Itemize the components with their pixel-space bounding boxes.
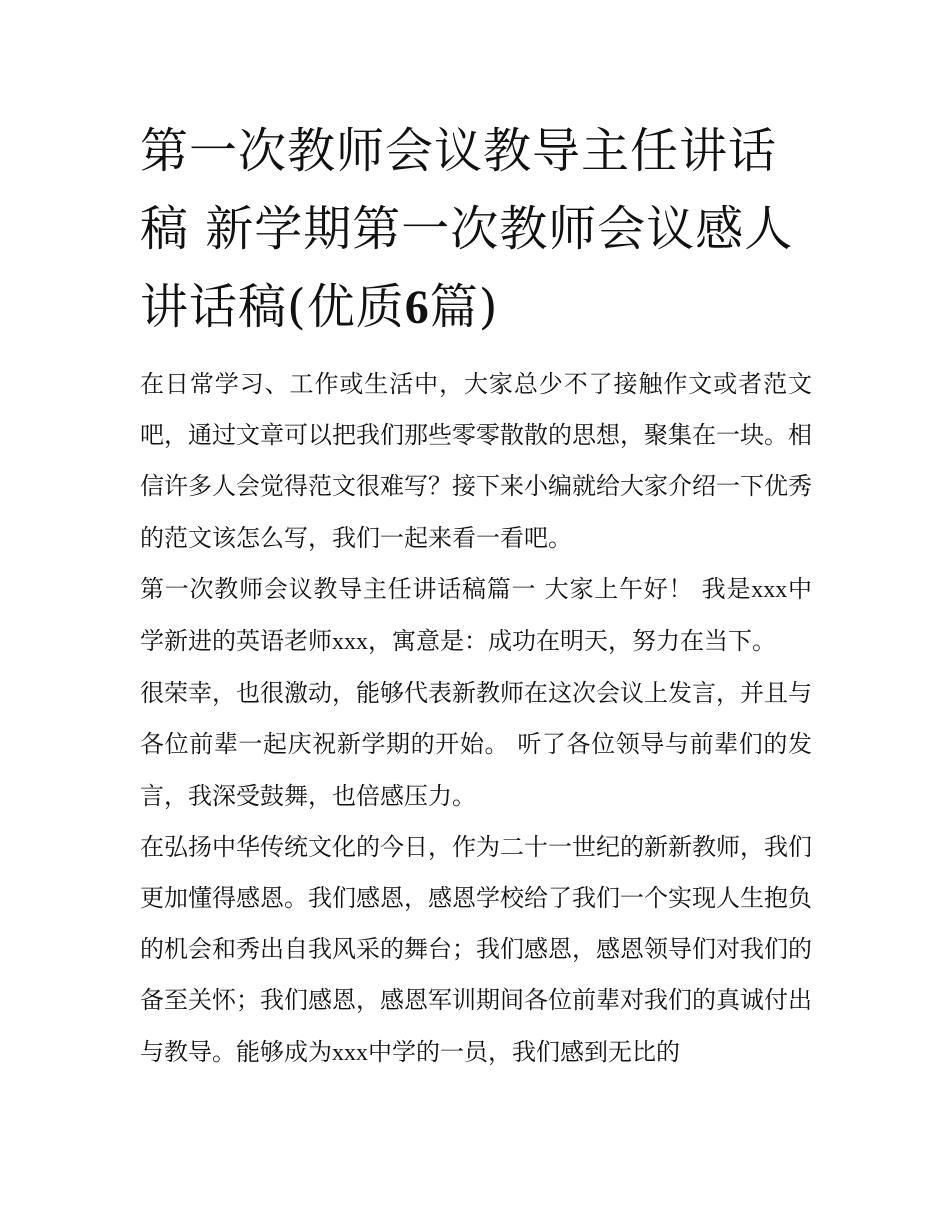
- paragraph-honor: 很荣幸，也很激动，能够代表新教师在这次会议上发言，并且与各位前辈一起庆祝新学期的开始。 听了各位领导与前辈们的发言，我深受鼓舞，也倍感压力。: [140, 679, 812, 810]
- document-page: [140, 112, 812, 1079]
- paragraph-intro: 在日常学习、工作或生活中，大家总少不了接触作文或者范文吧，通过文章可以把我们那些零零散散的思想，聚集在一块。相信许多人会觉得范文很难写？接下来小编就给大家介绍一下优秀的范文该怎么写，我们一起来看一看吧。: [140, 370, 812, 552]
- paragraph-greeting: 第一次教师会议教导主任讲话稿篇一 大家上午好！ 我是xxx中学新进的英语老师xxx，寓意是：成功在明天，努力在当下。: [140, 574, 813, 656]
- document-title: 第一次教师会议教导主任讲话稿 新学期第一次教师会议感人讲话稿(优质6篇): [140, 123, 794, 335]
- paragraph-gratitude: 在弘扬中华传统文化的今日，作为二十一世纪的新新教师，我们更加懂得感恩。我们感恩，感恩学校给了我们一个实现人生抱负的机会和秀出自我风采的舞台；我们感恩，感恩领导们对我们的备至关怀；我们感恩，感恩军训期间各位前辈对我们的真诚付出与教导。能够成为xxx中学的一员，我们感到无比的: [140, 832, 812, 1066]
